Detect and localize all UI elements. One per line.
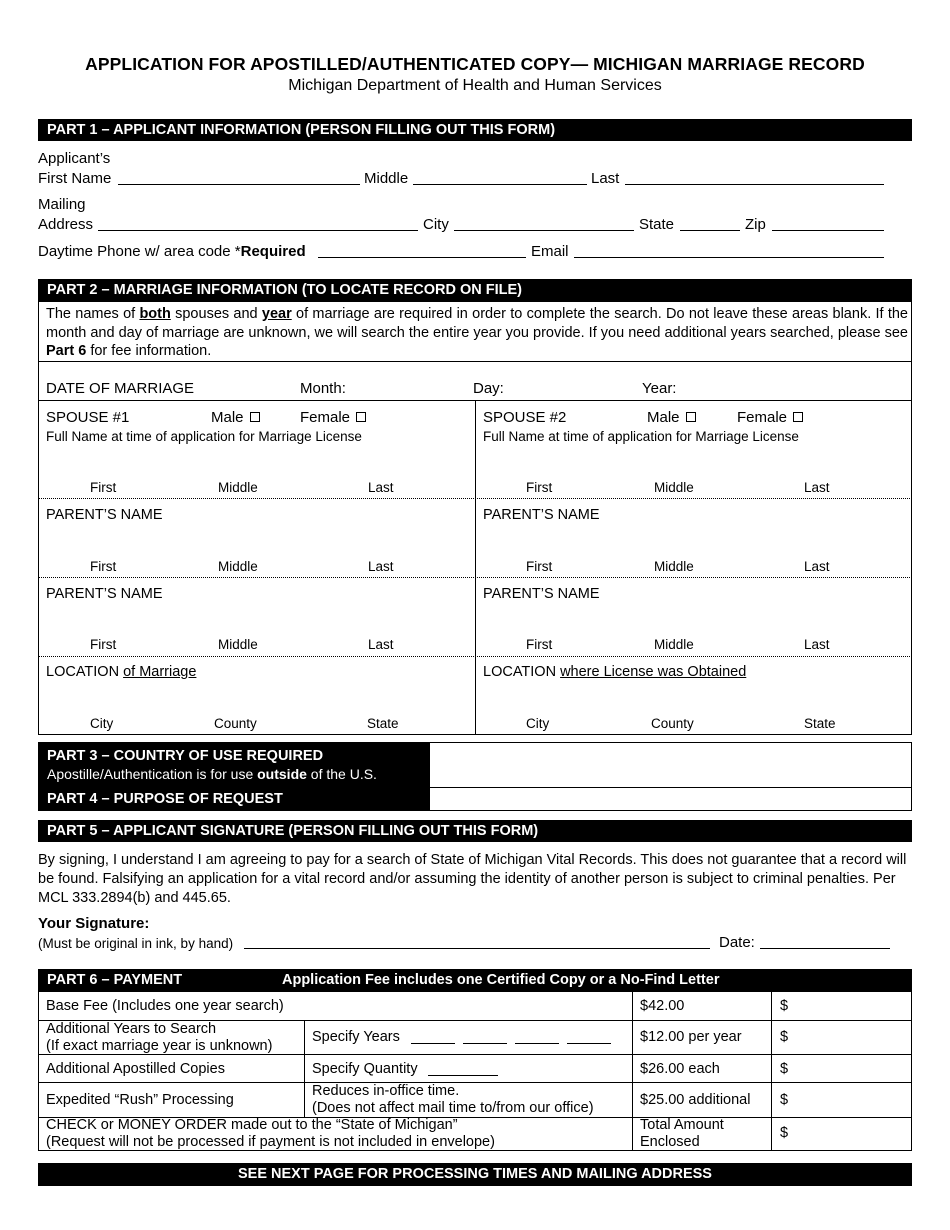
rush-processing-note: Reduces in-office time. (Does not affect mail time to/from our office) bbox=[312, 1083, 594, 1116]
year-field-1[interactable] bbox=[411, 1043, 455, 1044]
base-fee-total[interactable]: $ bbox=[780, 998, 789, 1014]
first-name-field[interactable] bbox=[118, 184, 360, 185]
part2-heading: PART 2 – MARRIAGE INFORMATION (TO LOCATE RECORD ON FILE) bbox=[38, 279, 912, 301]
mailing-label: Mailing bbox=[38, 196, 86, 213]
part6-heading: PART 6 – PAYMENT bbox=[47, 972, 183, 988]
part3-note: Apostille/Authentication is for use outside of the U.S. bbox=[47, 766, 377, 782]
parent4-middle[interactable]: Middle bbox=[654, 637, 694, 652]
zip-field[interactable] bbox=[772, 230, 884, 231]
rush-processing-total[interactable]: $ bbox=[780, 1092, 789, 1108]
marriage-city[interactable]: City bbox=[90, 716, 114, 731]
specify-quantity-label: Specify Quantity bbox=[312, 1061, 418, 1077]
spouse2-label: SPOUSE #2 bbox=[483, 409, 567, 426]
email-label: Email bbox=[531, 243, 569, 260]
first-name-label: First Name bbox=[38, 170, 112, 187]
parent3-name-label: PARENT’S NAME bbox=[483, 507, 600, 523]
year-field-2[interactable] bbox=[463, 1043, 507, 1044]
part1-heading: PART 1 – APPLICANT INFORMATION (PERSON FILLING OUT THIS FORM) bbox=[38, 119, 912, 141]
day-label: Day: bbox=[473, 380, 504, 397]
quantity-field[interactable] bbox=[428, 1075, 498, 1076]
address-label: Address bbox=[38, 216, 94, 233]
parent2-first[interactable]: First bbox=[90, 637, 117, 652]
marriage-state[interactable]: State bbox=[367, 716, 399, 731]
spouse2-last[interactable]: Last bbox=[804, 480, 830, 495]
last-name-field[interactable] bbox=[625, 184, 884, 185]
apostilled-copies-total[interactable]: $ bbox=[780, 1061, 789, 1077]
parent2-last[interactable]: Last bbox=[368, 637, 394, 652]
divider bbox=[38, 577, 912, 578]
license-city[interactable]: City bbox=[526, 716, 550, 731]
spouse1-name-note: Full Name at time of application for Marriage License bbox=[46, 429, 362, 444]
spouse1-last[interactable]: Last bbox=[368, 480, 394, 495]
payment-instruction: CHECK or MONEY ORDER made out to the “State of Michigan” (Request will not be processed if payment is not included in envelope) bbox=[46, 1117, 495, 1150]
checkbox-icon[interactable] bbox=[250, 412, 260, 422]
col-divider bbox=[304, 1020, 305, 1117]
apostilled-copies-fee: $26.00 each bbox=[640, 1061, 720, 1077]
divider bbox=[38, 498, 912, 499]
parent1-middle[interactable]: Middle bbox=[218, 559, 258, 574]
applicants-label: Applicant’s bbox=[38, 150, 111, 167]
part6-heading-bar bbox=[38, 969, 912, 991]
row-divider bbox=[38, 1054, 912, 1055]
parent4-last[interactable]: Last bbox=[804, 637, 830, 652]
spouse1-male[interactable]: Male bbox=[211, 409, 260, 426]
part2-intro: The names of both spouses and year of marriage are required in order to complete the search. Do not leave these areas blank. If the month and day of marriage are unknown, we will search the entire year you provide. If you need additional years searched, please see Part 6 for fee information. bbox=[46, 306, 908, 359]
date-field[interactable] bbox=[760, 948, 890, 949]
parent3-middle[interactable]: Middle bbox=[654, 559, 694, 574]
part6-heading-note: Application Fee includes one Certified Copy or a No-Find Letter bbox=[282, 972, 720, 988]
checkbox-icon[interactable] bbox=[793, 412, 803, 422]
marriage-county[interactable]: County bbox=[214, 716, 257, 731]
part3-heading-block bbox=[38, 742, 430, 788]
city-label: City bbox=[423, 216, 449, 233]
base-fee-label: Base Fee (Includes one year search) bbox=[46, 998, 284, 1014]
email-field[interactable] bbox=[574, 257, 884, 258]
form-subtitle: Michigan Department of Health and Human Services bbox=[288, 77, 662, 94]
divider bbox=[38, 361, 912, 362]
license-county[interactable]: County bbox=[651, 716, 694, 731]
license-state[interactable]: State bbox=[804, 716, 836, 731]
col-divider bbox=[771, 991, 772, 1151]
zip-label: Zip bbox=[745, 216, 766, 233]
parent4-name-label: PARENT’S NAME bbox=[483, 586, 600, 602]
last-name-label: Last bbox=[591, 170, 620, 187]
additional-years-total[interactable]: $ bbox=[780, 1029, 789, 1045]
year-field-4[interactable] bbox=[567, 1043, 611, 1044]
part3-heading: PART 3 – COUNTRY OF USE REQUIRED bbox=[47, 748, 324, 764]
spouse2-first[interactable]: First bbox=[526, 480, 553, 495]
additional-years-label: Additional Years to Search (If exact marriage year is unknown) bbox=[46, 1021, 273, 1054]
spouse2-male[interactable]: Male bbox=[647, 409, 696, 426]
purpose-of-request-field[interactable] bbox=[429, 787, 912, 811]
divider bbox=[38, 656, 912, 657]
specify-years-label: Specify Years bbox=[312, 1029, 400, 1045]
date-of-marriage-label: DATE OF MARRIAGE bbox=[46, 380, 195, 397]
spouse2-middle[interactable]: Middle bbox=[654, 480, 694, 495]
rush-processing-label: Expedited “Rush” Processing bbox=[46, 1092, 234, 1108]
country-of-use-field[interactable] bbox=[429, 742, 912, 788]
your-signature-label: Your Signature: bbox=[38, 915, 150, 932]
date-label: Date: bbox=[719, 934, 755, 951]
form-title: APPLICATION FOR APOSTILLED/AUTHENTICATED COPY— MICHIGAN MARRIAGE RECORD bbox=[85, 54, 865, 74]
middle-name-field[interactable] bbox=[413, 184, 587, 185]
month-label: Month: bbox=[300, 380, 346, 397]
middle-name-label: Middle bbox=[364, 170, 409, 187]
phone-label: Daytime Phone w/ area code *Required bbox=[38, 243, 306, 260]
parent1-first[interactable]: First bbox=[90, 559, 117, 574]
parent2-middle[interactable]: Middle bbox=[218, 637, 258, 652]
spouse2-name-note: Full Name at time of application for Marriage License bbox=[483, 429, 799, 444]
additional-years-fee: $12.00 per year bbox=[640, 1029, 742, 1045]
state-field[interactable] bbox=[680, 230, 740, 231]
rush-processing-fee: $25.00 additional bbox=[640, 1092, 751, 1108]
parent2-name-label: PARENT’S NAME bbox=[46, 586, 163, 602]
year-label: Year: bbox=[642, 380, 677, 397]
part5-heading: PART 5 – APPLICANT SIGNATURE (PERSON FILLING OUT THIS FORM) bbox=[38, 820, 912, 842]
location-license-label: LOCATION where License was Obtained bbox=[483, 664, 747, 680]
spouse1-label: SPOUSE #1 bbox=[46, 409, 130, 426]
signature-statement: By signing, I understand I am agreeing to pay for a search of State of Michigan Vital Records. This does not guarantee that a record will be found. Falsifying an application for a vital record and/or assuming the identity of another person is subject to criminal penalties. Per MCL 333.2894(b) and 445.65. bbox=[38, 852, 907, 906]
address-field[interactable] bbox=[98, 230, 418, 231]
col-divider bbox=[632, 991, 633, 1151]
spouse1-middle[interactable]: Middle bbox=[218, 480, 258, 495]
base-fee-amount: $42.00 bbox=[640, 998, 685, 1014]
location-marriage-label: LOCATION of Marriage bbox=[46, 664, 197, 680]
total-enclosed-amount[interactable]: $ bbox=[780, 1125, 789, 1141]
parent1-name-label: PARENT’S NAME bbox=[46, 507, 163, 523]
phone-field[interactable] bbox=[318, 257, 526, 258]
column-divider bbox=[475, 400, 476, 735]
spouse2-female[interactable]: Female bbox=[737, 409, 803, 426]
total-enclosed-label: Total Amount Enclosed bbox=[640, 1117, 724, 1150]
signature-field[interactable] bbox=[244, 948, 710, 949]
footer-note: SEE NEXT PAGE FOR PROCESSING TIMES AND MAILING ADDRESS bbox=[38, 1163, 912, 1186]
year-field-3[interactable] bbox=[515, 1043, 559, 1044]
signature-note: (Must be original in ink, by hand) bbox=[38, 936, 234, 951]
parent3-first[interactable]: First bbox=[526, 559, 553, 574]
part4-heading: PART 4 – PURPOSE OF REQUEST bbox=[38, 788, 430, 811]
parent3-last[interactable]: Last bbox=[804, 559, 830, 574]
spouse1-female[interactable]: Female bbox=[300, 409, 366, 426]
parent1-last[interactable]: Last bbox=[368, 559, 394, 574]
city-field[interactable] bbox=[454, 230, 634, 231]
state-label: State bbox=[639, 216, 675, 233]
checkbox-icon[interactable] bbox=[356, 412, 366, 422]
apostilled-copies-label: Additional Apostilled Copies bbox=[46, 1061, 225, 1077]
checkbox-icon[interactable] bbox=[686, 412, 696, 422]
parent4-first[interactable]: First bbox=[526, 637, 553, 652]
spouse1-first[interactable]: First bbox=[90, 480, 117, 495]
